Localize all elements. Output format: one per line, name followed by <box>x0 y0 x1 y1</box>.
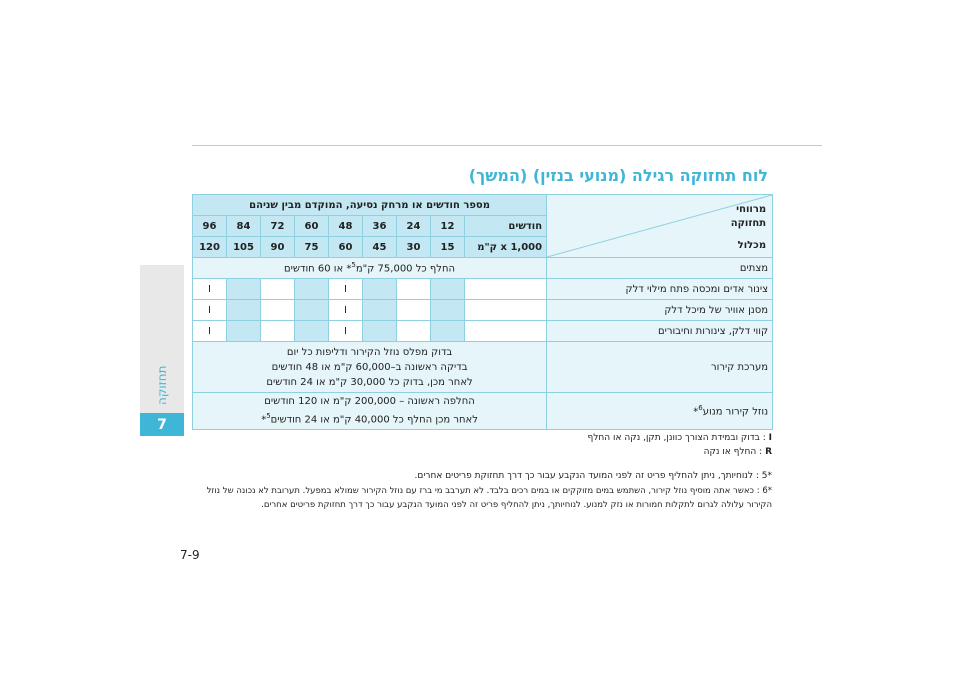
km-cell: 15 <box>431 237 465 258</box>
km-cell: 120 <box>193 237 227 258</box>
month-cell: 72 <box>261 216 295 237</box>
top-rule <box>192 145 822 146</box>
table-row <box>193 342 773 393</box>
month-cell: 84 <box>227 216 261 237</box>
month-cell: 60 <box>295 216 329 237</box>
mark-cell: I <box>193 300 227 321</box>
mark-cell: I <box>193 279 227 300</box>
km-cell: 60 <box>329 237 363 258</box>
month-cell: 12 <box>431 216 465 237</box>
mark-cell: I <box>329 279 363 300</box>
km-label: 1,000 x ק"מ <box>465 237 547 258</box>
footnote: *6 : כאשר אתה מוסיף נוזל קירור, השתמש במים מזוקקים או במים רכים בלבד. לא תערבב מי ברז עם נוזל הקירור שמולא במפעל. תערובת לא נכונה של נוזל הקירור עלולה לגרום לתקלות חמורות או נזק למנוע. לנוחיותך, ניתן להחליף פריט זה לפני המועד הנקבע עבור כך דרך תחזוקת פריטים אחרים. <box>206 486 772 510</box>
month-cell: 24 <box>397 216 431 237</box>
row-label: מסנן אוויר של מיכל דלק <box>547 300 773 321</box>
km-cell: 30 <box>397 237 431 258</box>
legend-item: R : החלף או נקה <box>703 447 772 457</box>
table-row <box>193 258 773 279</box>
row-interval-text: החלף כל 75,000 ק"מ$^5$* או 60 חודשים <box>193 258 547 279</box>
km-cell: 105 <box>227 237 261 258</box>
row-label: נוזל קירור מנוע$^6$* <box>547 393 773 430</box>
corner-top-2: תחזוקה <box>730 218 767 229</box>
mark-cell: I <box>329 300 363 321</box>
footnote: *5 : לנוחיותך, ניתן להחליף פריט זה לפני המועד הנקבע עבור כך דרך תחזוקת פריטים אחרים. <box>414 471 772 481</box>
legend-item: I : בדוק ובמידת הצורך כוונן, תקן, נקה או החלף <box>587 433 772 443</box>
table-header: מספר חודשים או מרחק נסיעה, המוקדם מבין שניהם <box>193 195 547 216</box>
chapter-number: 7 <box>140 413 184 436</box>
corner-top-1: מרווחי <box>736 204 767 215</box>
chapter-label: תחזוקה <box>155 365 169 405</box>
row-interval-text: בדוק מפלס נוזל הקירור ודליפות כל יום בדיקה ראשונה ב–60,000 ק"מ או 48 חודשים לאחר מכן, בדוק כל 30,000 ק"מ או 24 חודשים <box>193 342 547 393</box>
row-label: מצתים <box>547 258 773 279</box>
maintenance-table <box>192 194 773 430</box>
page-title: לוח תחזוקה רגילה (מנועי בנזין) (המשך) <box>468 166 768 185</box>
page-number: 7-9 <box>180 548 200 562</box>
table-row <box>193 300 773 321</box>
month-cell: 48 <box>329 216 363 237</box>
row-label: מערכת קירור <box>547 342 773 393</box>
km-cell: 90 <box>261 237 295 258</box>
table-corner <box>547 195 773 258</box>
chapter-sidebar <box>140 265 184 436</box>
row-interval-text: החלפה ראשונה – 200,000 ק"מ או 120 חודשים לאחר מכן החלף כל 40,000 ק"מ או 24 חודשים$^5$* <box>193 393 547 430</box>
row-label: קווי דלק, צינורות וחיבורים <box>547 321 773 342</box>
mark-cell: I <box>193 321 227 342</box>
table-row <box>193 279 773 300</box>
month-cell: 96 <box>193 216 227 237</box>
km-cell: 45 <box>363 237 397 258</box>
corner-bottom: מכלול <box>737 240 767 251</box>
months-label: חודשים <box>465 216 547 237</box>
mark-cell: I <box>329 321 363 342</box>
row-label: צינור אדים ומכסה פתח מילוי דלק <box>547 279 773 300</box>
month-cell: 36 <box>363 216 397 237</box>
table-row <box>193 321 773 342</box>
table-row <box>193 393 773 430</box>
km-cell: 75 <box>295 237 329 258</box>
